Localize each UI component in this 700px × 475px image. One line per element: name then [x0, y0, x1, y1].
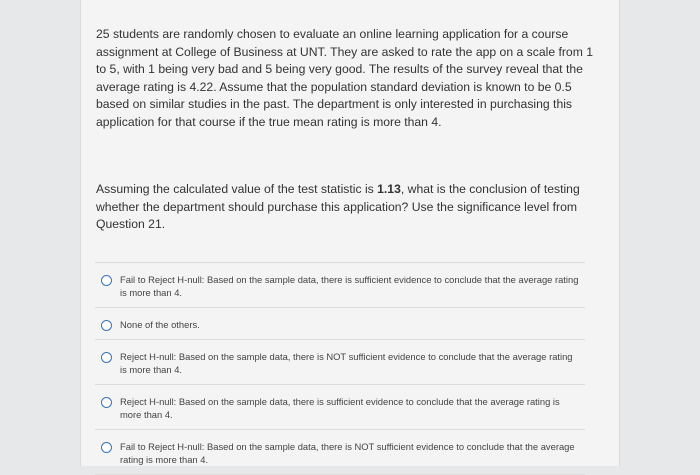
radio-icon[interactable]	[101, 442, 112, 453]
answer-options	[95, 262, 585, 475]
radio-icon[interactable]	[101, 320, 112, 331]
answer-option-4[interactable]	[95, 385, 585, 430]
answer-option-5[interactable]	[95, 430, 585, 475]
answer-option-1[interactable]	[95, 262, 585, 308]
radio-icon[interactable]	[101, 275, 112, 286]
answer-option-2[interactable]	[95, 308, 585, 340]
radio-icon[interactable]	[101, 397, 112, 408]
question-prefix: Assuming the calculated value of the test statistic is	[96, 182, 378, 196]
question-suffix: , what is the conclusion of testing whether the department should purchase this application? Use the significance level from Question 21.	[96, 182, 580, 232]
answer-option-label: Fail to Reject H-null: Based on the sample data, there is NOT sufficient evidence to conclude that the average rating is more than 4.	[120, 441, 575, 465]
answer-option-label: Fail to Reject H-null: Based on the sample data, there is sufficient evidence to conclude that the average rating is more than 4.	[120, 274, 579, 298]
question-card	[80, 0, 620, 466]
test-statistic-value: 1.13	[377, 182, 401, 196]
question-scenario-text: 25 students are randomly chosen to evaluate an online learning application for a course assignment at College of Business at UNT. They are asked to rate the app on a scale from 1 to 5, with 1 being very bad and 5 being very good. The results of the survey reveal that the average rating is 4.22. Assume that the population standard deviation is known to be 0.5 based on similar studies in the past. The department is only interested in purchasing this application for that course if the true mean rating is more than 4.	[96, 27, 594, 129]
answer-option-label: None of the others.	[120, 319, 200, 330]
answer-option-label: Reject H-null: Based on the sample data, there is NOT sufficient evidence to conclude that the average rating is more than 4.	[120, 351, 573, 375]
answer-option-3[interactable]	[95, 340, 585, 385]
radio-icon[interactable]	[101, 352, 112, 363]
answer-option-label: Reject H-null: Based on the sample data, there is sufficient evidence to conclude that the average rating is more than 4.	[120, 396, 560, 420]
question-prompt	[96, 181, 596, 234]
